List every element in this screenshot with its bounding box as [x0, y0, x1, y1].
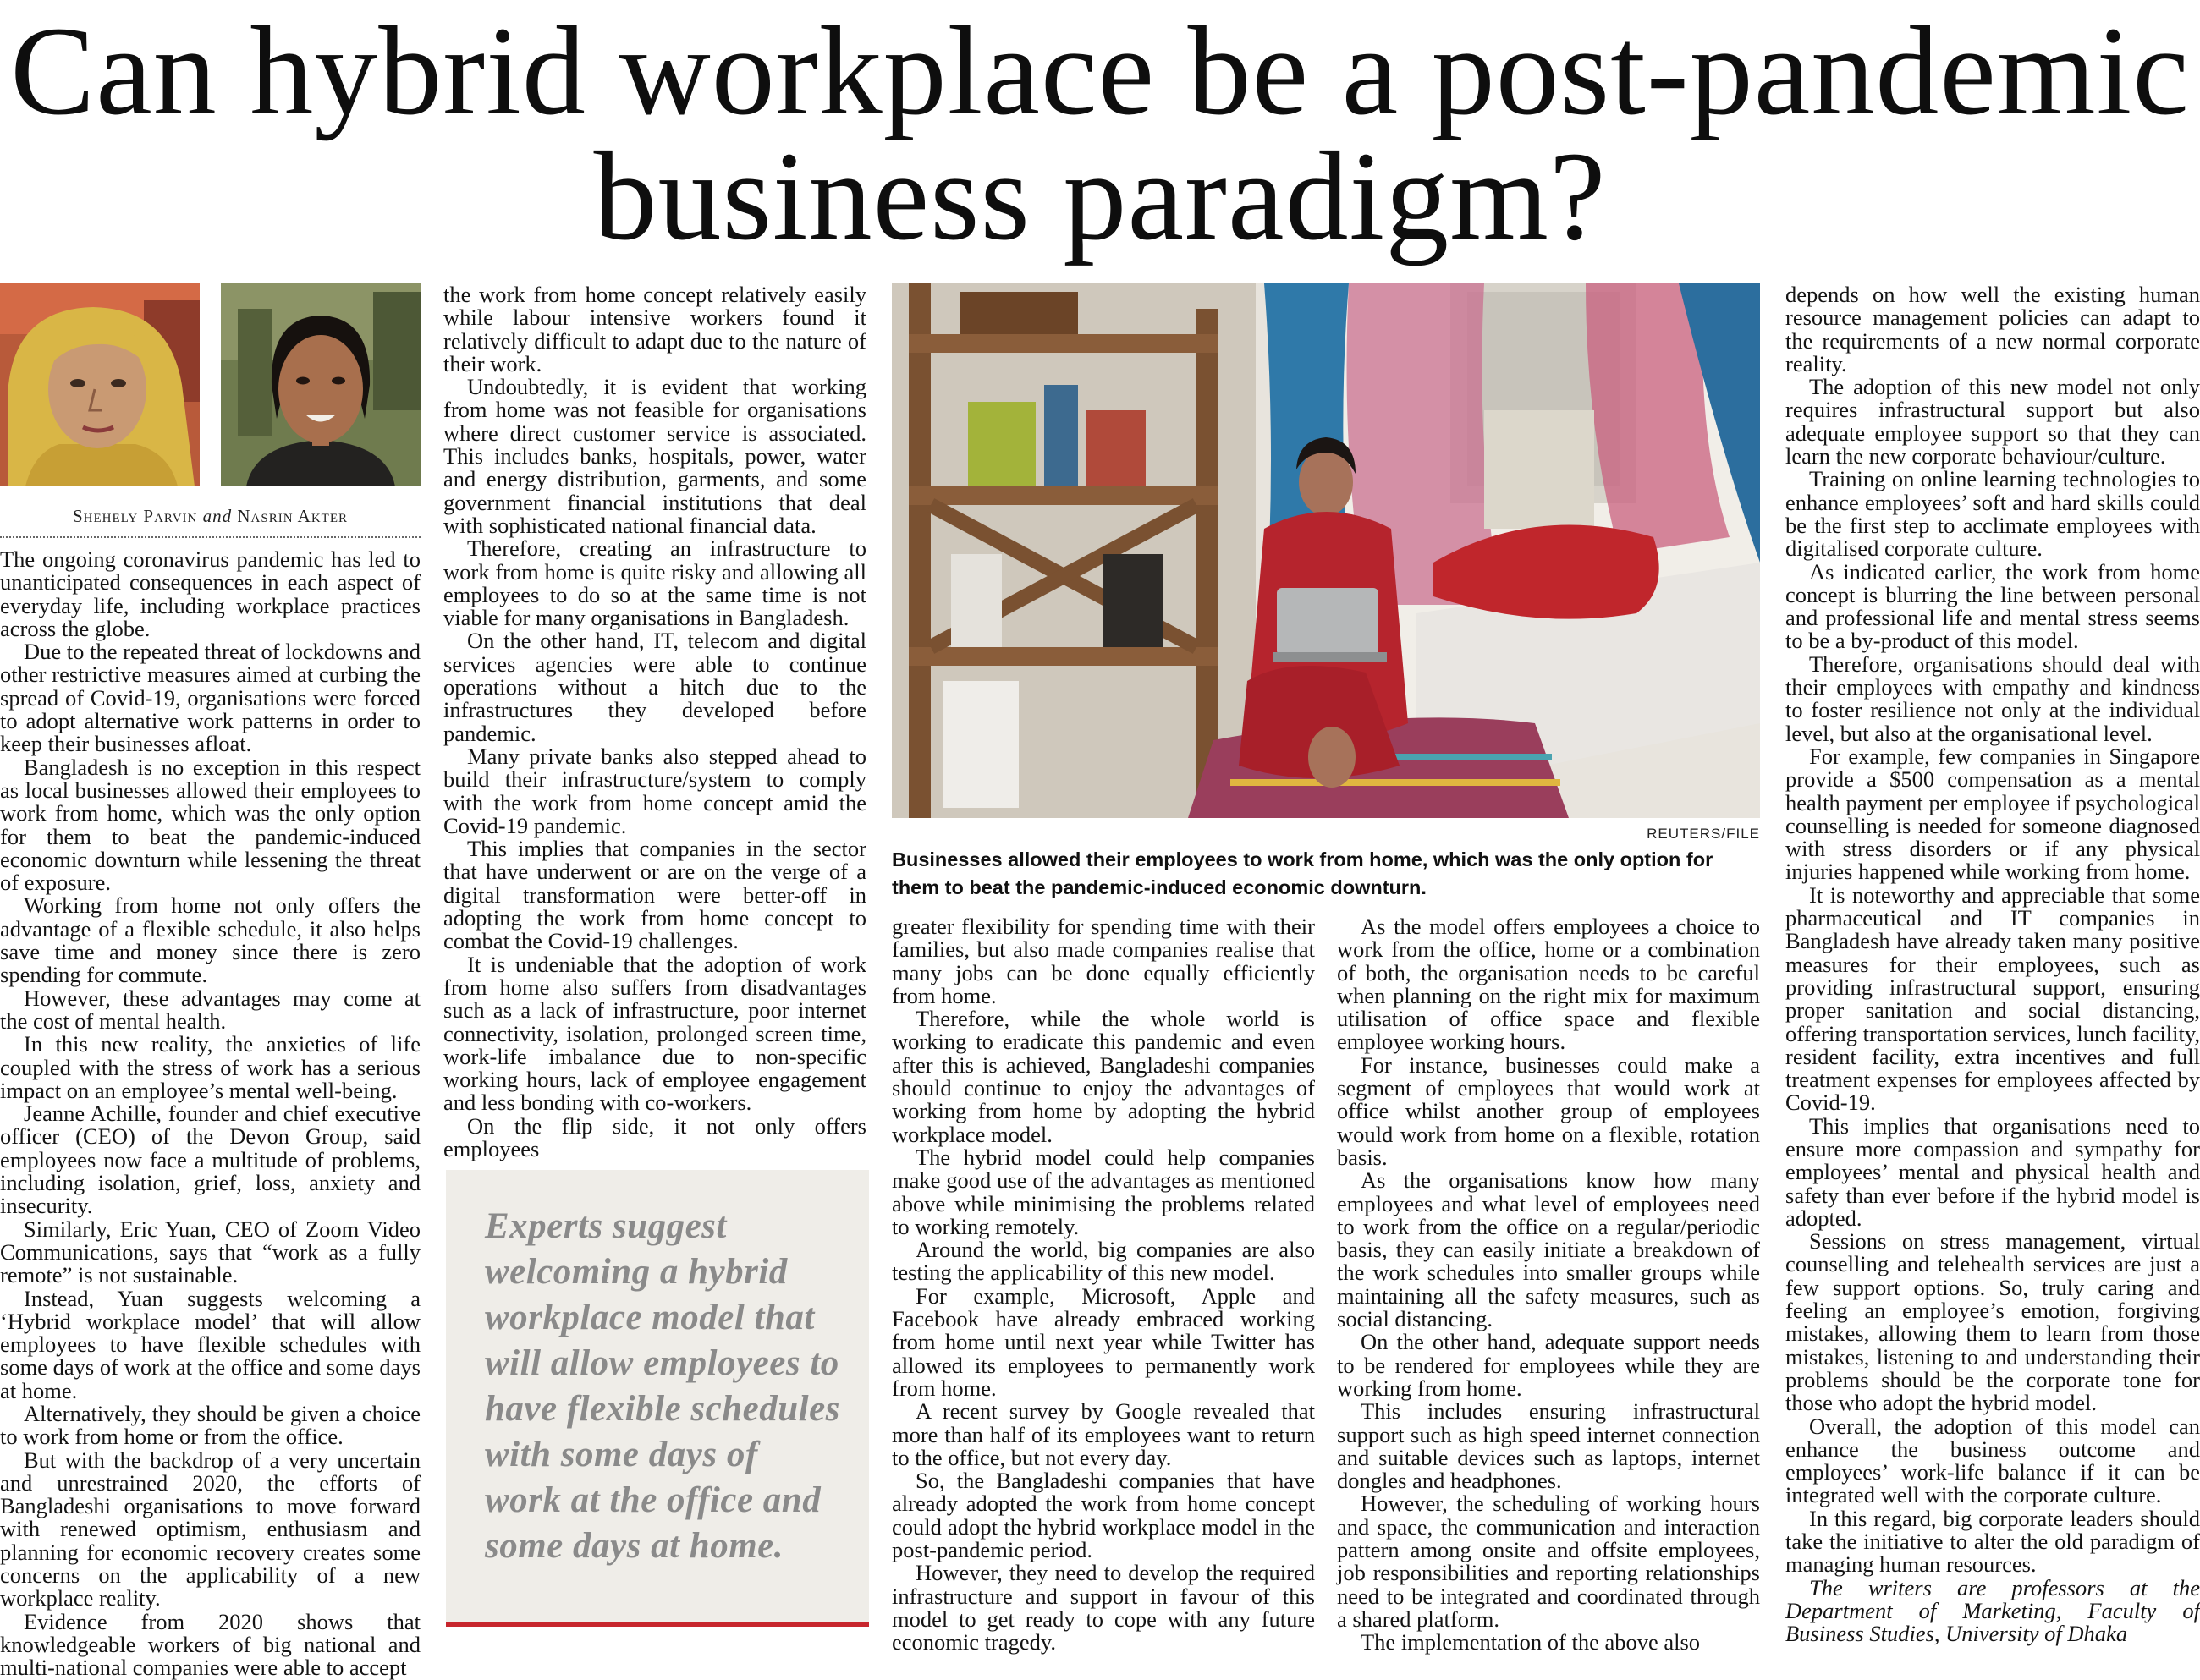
author-1: Shehely Parvin [73, 506, 198, 526]
paragraph: Around the world, big companies are also testing the applicability of this new model. [892, 1237, 1315, 1286]
paragraph: However, these advantages may come at the cost of mental health. [0, 985, 421, 1034]
paragraph: greater flexibility for spending time with their families, but also made companies realise that many jobs can be done equally efficiently from home. [892, 914, 1315, 1008]
paragraph: However, they need to develop the required infrastructure and support in favour of this model to get ready to cope with any future economic tragedy. [892, 1560, 1315, 1655]
paragraph: This implies that companies in the sector that have underwent or are on the verge of a digital transformation were better-off in adopting the work from home concept to combat the Covid-19 challenges. [443, 836, 866, 954]
article-column-3 [892, 915, 1315, 1655]
paragraph: As the organisations know how many employees and what level of employees need to work from the office on a regular/periodic basis, they can easily initiate a breakdown of the work schedules into smaller groups while maintaining all the safety measures, such as social distancing. [1337, 1167, 1760, 1332]
paragraph: depends on how well the existing human resource management policies can adapt to the requirements of a new normal corporate reality. [1785, 282, 2200, 376]
paragraph: For instance, businesses could make a segment of employees that would work at office whilst another group of employees would work from home on a flexible, rotation basis. [1337, 1051, 1760, 1170]
paragraph: In this new reality, the anxieties of life coupled with the stress of work has a serious impact on an employee’s mental well-being. [0, 1031, 421, 1103]
paragraph: the work from home concept relatively easily while labour intensive workers found it relatively difficult to adapt due to the nature of their work. [443, 282, 866, 376]
pull-quote [446, 1170, 869, 1627]
paragraph: Sessions on stress management, virtual counselling and telehealth services are just a few support options. So, truly caring and feeling an employee’s emotion, forgiving mistakes, allowing them to learn from those mistakes, listening to and understanding their problems should be the corporate tone for those who adopt the hybrid model. [1785, 1228, 2200, 1416]
article-column-2 [443, 283, 866, 1161]
author-footnote: The writers are professors at the Department of Marketing, Faculty of Business Studies, University of Dhaka [1785, 1574, 2200, 1647]
paragraph: Evidence from 2020 shows that knowledgeable workers of big national and multi-national companies were able to accept [0, 1608, 421, 1680]
byline [0, 506, 421, 527]
paragraph: Working from home not only offers the advantage of a flexible schedule, it also helps save time and money since there is zero spending for commute. [0, 892, 421, 988]
paragraph: The hybrid model could help companies make good use of the advantages as mentioned above while minimising the problems related to working remotely. [892, 1144, 1315, 1239]
paragraph: A recent survey by Google revealed that more than half of its employees want to return to the office, but not every day. [892, 1398, 1315, 1470]
paragraph: The adoption of this new model not only requires infrastructural support but also adequate employee support so that they can learn the new corporate behaviour/culture. [1785, 374, 2200, 469]
byline-and: and [202, 506, 233, 526]
paragraph: On the flip side, it not only offers employees [443, 1112, 866, 1161]
headline-line-1: Can hybrid workplace be a post-pandemic [10, 1, 2190, 141]
article-headline [0, 1, 2200, 266]
paragraph: But with the backdrop of a very uncertain and unrestrained 2020, the efforts of Bangladeshi organisations to move forward with renewed optimism, enthusiasm and planning for economic recovery creates some concerns on the applicability of a new workplace reality. [0, 1447, 421, 1611]
paragraph: Therefore, while the whole world is working to eradicate this pandemic and even after this is achieved, Bangladeshi companies should continue to enjoy the advantages of working from home by adopting the hybrid workplace model. [892, 1006, 1315, 1147]
author-photo-nasrin-akter [221, 283, 421, 486]
paragraph: For example, Microsoft, Apple and Facebook have already embraced working from home until next year while Twitter has allowed its employees to permanently work from home. [892, 1282, 1315, 1401]
paragraph: It is undeniable that the adoption of work from home also suffers from disadvantages such as a lack of infrastructure, poor internet connectivity, isolation, prolonged screen time, work-life imbalance due to non-specific working hours, lack of employee engagement and less bonding with co-workers. [443, 951, 866, 1116]
photo-caption: Businesses allowed their employees to work from home, which was the only option for them to beat the pandemic-induced economic downturn. [892, 848, 1713, 898]
paragraph: The ongoing coronavirus pandemic has led to unanticipated consequences in each aspect of everyday life, including workplace practices across the globe. [0, 546, 421, 641]
article-column-5 [1785, 283, 2200, 1646]
paragraph: This implies that organisations need to ensure more compassion and sympathy for employees’ mental and physical health and safety than ever before if the hybrid model is adopted. [1785, 1112, 2200, 1231]
paragraph: Alternatively, they should be given a choice to work from home or from the office. [0, 1400, 421, 1450]
paragraph: Therefore, organisations should deal with their employees with empathy and kindness to foster resilience not only at the individual level, but also at the organisational level. [1785, 651, 2200, 746]
paragraph: The implementation of the above also [1361, 1629, 1701, 1655]
paragraph: Jeanne Achille, founder and chief executive officer (CEO) of the Devon Group, said employees now face a multitude of problems, including isolation, grief, loss, anxiety and insecurity. [0, 1101, 421, 1219]
paragraph: In this regard, big corporate leaders should take the initiative to alter the old paradigm of managing human resources. [1785, 1505, 2200, 1578]
paragraph: Undoubtedly, it is evident that working from home was not feasible for organisations where direct customer service is associated. This includes banks, hospitals, power, water and energy distribution, garments, and some government financial institutions that deal with sophisticated national financial data. [443, 374, 866, 538]
paragraph: For example, few companies in Singapore provide a $500 compensation as a mental health payment per employee if psychological counselling is needed for someone diagnosed with stress disorders or if any physical injuries happened while working from home. [1785, 743, 2200, 885]
main-photo-woman-working-from-home [892, 283, 1760, 818]
paragraph: This includes ensuring infrastructural support such as high speed internet connection and suitable devices such as laptops, internet dongles and headphones. [1337, 1398, 1760, 1494]
paragraph: Training on online learning technologies to enhance employees’ soft and hard skills could be the first step to acclimate employees with digitalised corporate culture. [1785, 466, 2200, 562]
paragraph: Therefore, creating an infrastructure to work from home is quite risky and allowing all employees to do so at the same time is not viable for many organisations in Bangladesh. [443, 535, 866, 631]
article-column-4 [1337, 915, 1760, 1655]
paragraph: Bangladesh is no exception in this respect as local businesses allowed their employees to work from home, which was the only option for them to beat the pandemic-induced economic downturn while lessening the threat of exposure. [0, 754, 421, 896]
paragraph: It is noteworthy and appreciable that some pharmaceutical and IT companies in Bangladesh have already taken many positive measures for their employees, such as providing infrastructural support, ensuring proper sanitation and social distancing, offering transportation services, lunch facility, resident facility, extra incentives and full treatment expenses for employees affected by Covid-19. [1785, 881, 2200, 1116]
pull-quote-text: Experts suggest welcoming a hybrid workplace model that will allow employees to have flexible schedules with some days of work at the office and some days at home. [485, 1206, 840, 1566]
paragraph: So, the Bangladeshi companies that have already adopted the work from home concept could adopt the hybrid workplace model in the post-pandemic period. [892, 1468, 1315, 1563]
paragraph: As the model offers employees a choice to work from the office, home or a combination of both, the organisation needs to be careful when planning on the right mix for maximum utilisation of office space and flexible employee working hours. [1337, 914, 1760, 1055]
paragraph: Similarly, Eric Yuan, CEO of Zoom Video Communications, says that “work as a fully remote” is not sustainable. [0, 1216, 421, 1288]
paragraph: However, the scheduling of working hours and space, the communication and interaction pattern among onsite and offsite employees, job responsibilities and reporting relationships need to be integrated and coordinated through a shared platform. [1337, 1491, 1760, 1632]
paragraph: Overall, the adoption of this model can enhance the business outcome and employees’ work-life balance if it can be integrated well with the corporate culture. [1785, 1413, 2200, 1508]
paragraph: Many private banks also stepped ahead to build their infrastructure/system to comply with the work from home concept amid the Covid-19 pandemic. [443, 743, 866, 838]
paragraph: Due to the repeated threat of lockdowns and other restrictive measures aimed at curbing the spread of Covid-19, organisations were forced to adopt alternative work patterns in order to keep their businesses afloat. [0, 639, 421, 757]
paragraph: On the other hand, IT, telecom and digital services agencies were able to continue operations without a hitch due to the infrastructures they developed before pandemic. [443, 628, 866, 746]
paragraph: On the other hand, adequate support needs to be rendered for employees while they are working from home. [1337, 1329, 1760, 1401]
author-2: Nasrin Akter [237, 506, 348, 526]
author-photo-shehely-parvin [0, 283, 200, 486]
paragraph: As indicated earlier, the work from home concept is blurring the line between personal and professional life and mental stress seems to be a by-product of this model. [1785, 558, 2200, 654]
photo-credit: REUTERS/FILE [1647, 826, 1760, 842]
byline-divider [0, 536, 421, 538]
article-column-1 [0, 548, 421, 1680]
paragraph: Instead, Yuan suggests welcoming a ‘Hybrid workplace model’ that will allow employees to have flexible schedules with some days of work at the office and some days at home. [0, 1285, 421, 1403]
headline-line-2: business paradigm? [593, 126, 1607, 266]
